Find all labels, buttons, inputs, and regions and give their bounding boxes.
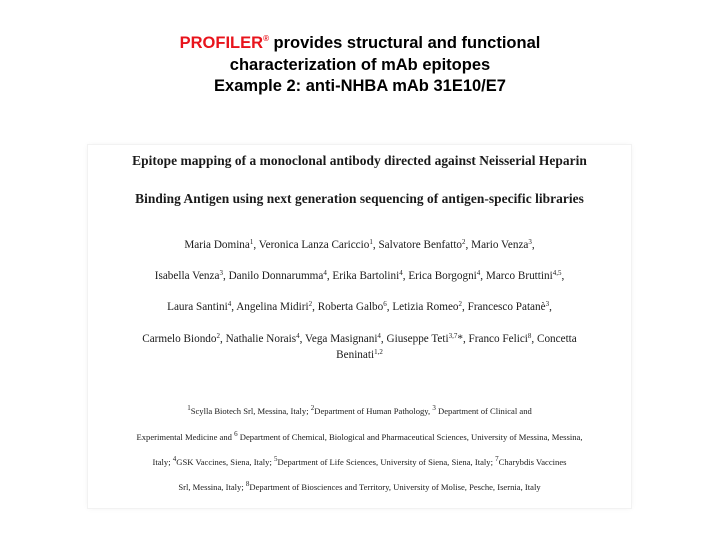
- registered-mark: ®: [263, 34, 269, 43]
- author-line: Isabella Venza$^3$, Danilo Donnarumma$^4$, Erika Bartolini$^4$, Erica Borgogni$^4$, Marco Bruttini$^{4,5}$,: [154, 269, 565, 282]
- brand-name: PROFILER: [179, 34, 264, 52]
- author: Laura Santini$^4$: [167, 300, 232, 313]
- author: Danilo Donnarumma$^4$: [228, 269, 327, 282]
- author-line: Beninati$^{1,2}$: [336, 348, 383, 361]
- author: Roberta Galbo$^6$: [317, 300, 387, 313]
- affiliation-line: Srl, Messina, Italy; $^8$Department of Biosciences and Territory, University of Molise, Pesche, Isernia, Italy: [178, 480, 541, 492]
- author: Salvatore Benfatto$^2$: [378, 238, 466, 251]
- author: Vega Masignani$^4$: [305, 332, 381, 345]
- author-line: Carmelo Biondo$^2$, Nathalie Norais$^4$, Vega Masignani$^4$, Giuseppe Teti$^{3,7}$*, Franco Felici$^8$, Concetta: [142, 332, 577, 345]
- corresponding-mark: *: [457, 333, 463, 345]
- paper-excerpt: [88, 145, 631, 508]
- author-last-name: Beninati: [336, 349, 375, 361]
- author-first-name: Concetta: [536, 333, 577, 345]
- author: Franco Felici$^8$: [468, 332, 532, 345]
- author: Carmelo Biondo$^2$: [142, 332, 220, 345]
- author: Isabella Venza$^3$: [154, 269, 223, 282]
- author: Veronica Lanza Cariccio$^1$: [258, 238, 373, 251]
- author-line: Laura Santini$^4$, Angelina Midiri$^2$, Roberta Galbo$^6$, Letizia Romeo$^2$, Francesco Patanè$^3$,: [167, 300, 552, 313]
- author: Maria Domina$^1$: [184, 238, 254, 251]
- author: Angelina Midiri$^2$: [236, 300, 313, 313]
- author: Giuseppe Teti$^{3,7}$*: [386, 332, 463, 345]
- slide-title-rest: provides structural and functional: [268, 34, 541, 52]
- author: Mario Venza$^3$: [471, 238, 532, 251]
- author: Marco Bruttini$^{4,5}$: [485, 269, 562, 282]
- slide-title-line-3: Example 2: anti-NHBA mAb 31E10/E7: [214, 77, 506, 95]
- author: Erika Bartolini$^4$: [332, 269, 403, 282]
- author-line: Maria Domina$^1$, Veronica Lanza Cariccio$^1$, Salvatore Benfatto$^2$, Mario Venza$^3$,: [184, 238, 535, 251]
- paper-title-line-2: Binding Antigen using next generation sequencing of antigen-specific libraries: [135, 191, 584, 206]
- affiliation-line: Experimental Medicine and $^6$ Department of Chemical, Biological and Pharmaceutical Sciences, University of Messina, Messina,: [136, 430, 583, 442]
- author: Nathalie Norais$^4$: [225, 332, 300, 345]
- affiliation-line: Italy; $^4$GSK Vaccines, Siena, Italy; $^5$Department of Life Sciences, University of Siena, Siena, Italy; $^7$Charybdis Vaccines: [152, 455, 567, 467]
- slide-title-line-2: characterization of mAb epitopes: [229, 55, 491, 74]
- author: Francesco Patanè$^3$: [467, 300, 550, 313]
- slide-title: [0, 33, 720, 98]
- paper-title-line-1: Epitope mapping of a monoclonal antibody directed against Neisserial Heparin: [132, 153, 587, 168]
- slide-title-line-1: [0, 33, 720, 55]
- author: Erica Borgogni$^4$: [408, 269, 481, 282]
- author: Letizia Romeo$^2$: [392, 300, 463, 313]
- affiliation-line: $^1$Scylla Biotech Srl, Messina, Italy; $^2$Department of Human Pathology, $^3$ Department of Clinical and: [187, 404, 532, 416]
